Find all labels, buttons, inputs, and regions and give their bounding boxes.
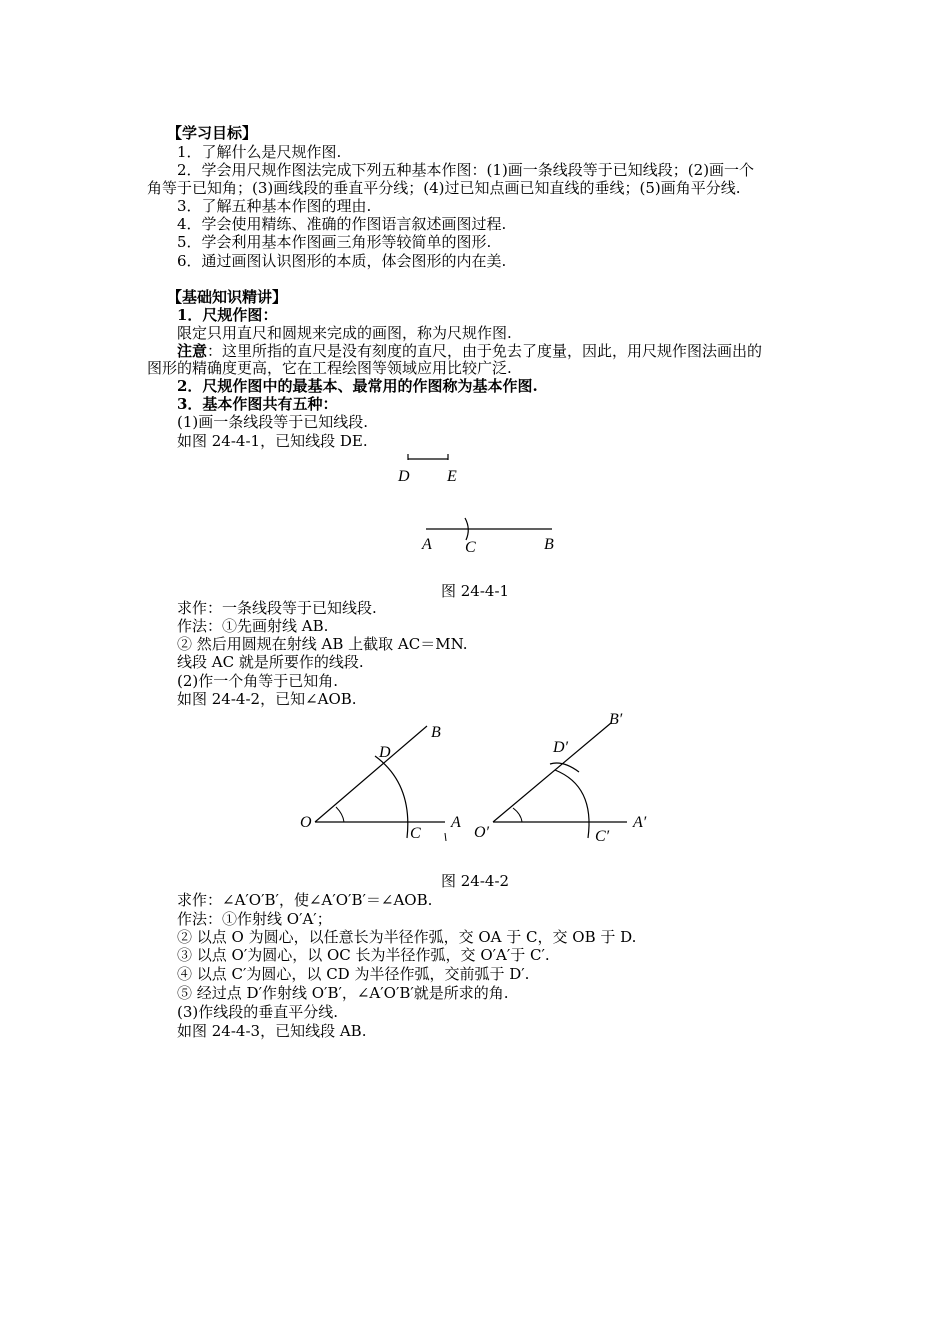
objective-item: 6．通过画图认识图形的本质，体会图形的内在美. — [177, 252, 507, 270]
objective-item: 5．学会利用基本作图画三角形等较简单的图形. — [177, 233, 492, 251]
note-text: ：这里所指的直尺是没有刻度的直尺，由于免去了度量，因此，用尺规作图法画出的 — [207, 342, 763, 360]
label-d: D — [379, 744, 391, 761]
label-c: C — [410, 825, 421, 842]
ray-ob — [315, 726, 427, 822]
figure-24-4-1 — [380, 448, 580, 560]
knowledge-heading: 【基础知识精讲】 — [167, 288, 288, 306]
angle-mark-2 — [513, 808, 522, 822]
label-c: C — [465, 539, 476, 556]
label-o2: O′ — [474, 824, 490, 841]
step-text: ⑤ 经过点 D′作射线 O′B′，∠A′O′B′就是所求的角. — [177, 984, 509, 1002]
section-title: 2．尺规作图中的最基本、最常用的作图称为基本作图. — [177, 377, 538, 395]
objective-item: 3．了解五种基本作图的理由. — [177, 197, 372, 215]
label-o: O — [300, 814, 312, 831]
angle-mark — [336, 807, 344, 822]
required-text: 求作：一条线段等于已知线段. — [177, 599, 377, 617]
ray-o2b2 — [493, 723, 611, 822]
note-label: 注意 — [177, 342, 208, 360]
objective-item: 1．了解什么是尺规作图. — [177, 143, 342, 161]
required-text: 求作：∠A′O′B′，使∠A′O′B′＝∠AOB. — [177, 891, 433, 909]
paragraph: 限定只用直尺和圆规来完成的画图，称为尺规作图. — [177, 324, 512, 342]
step-text: ② 以点 O 为圆心，以任意长为半径作弧，交 OA 于 C，交 OB 于 D. — [177, 928, 637, 946]
construction-title: (2)作一个角等于已知角. — [177, 672, 339, 690]
step-text: 作法：①先画射线 AB. — [177, 617, 329, 635]
label-a2: A′ — [633, 814, 647, 831]
label-c2: C′ — [595, 828, 610, 845]
step-text: ③ 以点 O′为圆心，以 OC 长为半径作弧，交 O′A′于 C′. — [177, 946, 550, 964]
given-text: 如图 24-4-2，已知∠AOB. — [177, 690, 357, 708]
note-text-cont: 图形的精确度更高，它在工程绘图等领域应用比较广泛. — [147, 359, 512, 377]
arc-c2d2 — [555, 770, 589, 838]
figure-24-4-2 — [295, 706, 665, 856]
objective-item: 4．学会使用精练、准确的作图语言叙述画图过程. — [177, 215, 507, 233]
objective-item: 2．学会用尺规作图法完成下列五种基本作图：(1)画一条线段等于已知线段；(2)画一个 — [177, 161, 755, 179]
note-line — [177, 342, 762, 360]
label-e: E — [447, 468, 457, 485]
label-a: A — [451, 814, 461, 831]
step-text: 线段 AC 就是所要作的线段. — [177, 653, 364, 671]
small-mark — [445, 833, 446, 841]
objectives-heading: 【学习目标】 — [167, 124, 258, 142]
objective-item: 角等于已知角；(3)画线段的垂直平分线；(4)过已知点画已知直线的垂线；(5)画角平分线. — [147, 179, 741, 197]
given-text: 如图 24-4-3，已知线段 AB. — [177, 1022, 367, 1040]
construction-title: (1)画一条线段等于已知线段. — [177, 413, 369, 431]
label-d: D — [398, 468, 410, 485]
figure-caption: 图 24-4-1 — [441, 582, 510, 600]
section-title: 3．基本作图共有五种： — [177, 395, 338, 413]
figure-caption: 图 24-4-2 — [441, 872, 510, 890]
label-d2: D′ — [553, 739, 569, 756]
step-text: 作法：①作射线 O′A′； — [177, 910, 332, 928]
construction-title: (3)作线段的垂直平分线. — [177, 1003, 339, 1021]
label-a: A — [422, 536, 432, 553]
label-b: B — [544, 536, 554, 553]
step-text: ② 然后用圆规在射线 AB 上截取 AC＝MN. — [177, 635, 468, 653]
step-text: ④ 以点 C′为圆心，以 CD 为半径作弧，交前弧于 D′. — [177, 965, 530, 983]
label-b2: B′ — [609, 711, 623, 728]
label-b: B — [431, 724, 441, 741]
given-text: 如图 24-4-1，已知线段 DE. — [177, 432, 368, 450]
arc-cd — [375, 756, 408, 838]
section-title: 1．尺规作图： — [177, 306, 278, 324]
